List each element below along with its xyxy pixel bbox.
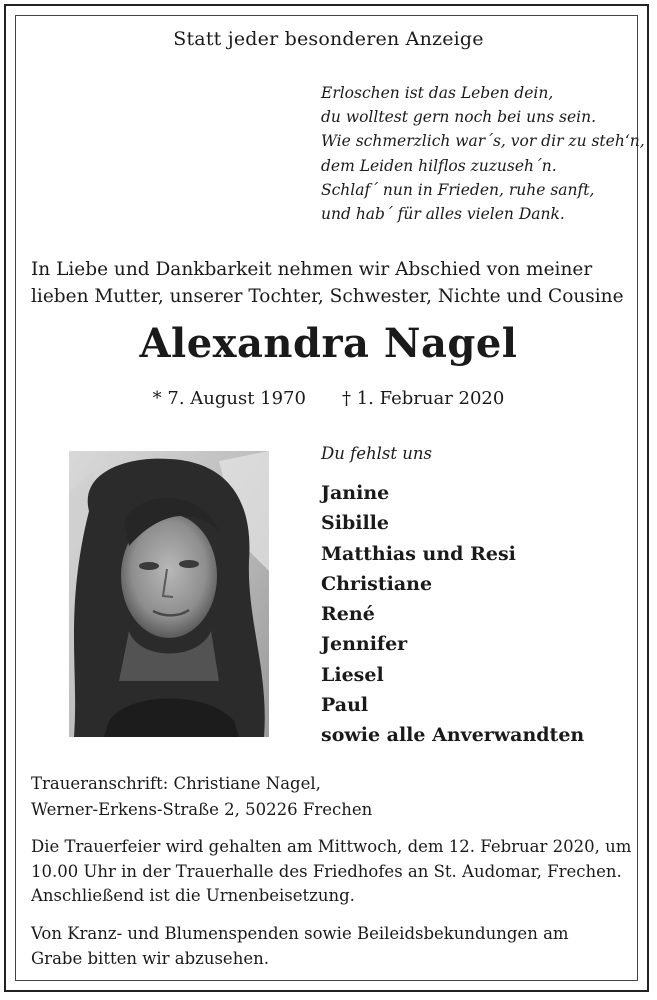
poem-line: dem Leiden hilflos zuzuseh´n. [321,156,557,175]
mourner-name: René [321,603,375,626]
address-line: Traueranschrift: Christiane Nagel, [31,774,321,793]
mourner-name: Christiane [321,572,433,595]
mourners-list [321,478,584,751]
poem-line: Wie schmerzlich war´s, vor dir zu steh‘n, [321,132,645,151]
address-line: Werner-Erkens-Straße 2, 50226 Frechen [31,800,373,819]
donation-note [31,922,569,971]
funeral-line: Anschließend ist die Urnenbeisetzung. [31,886,355,905]
mourning-address [31,771,372,823]
donation-line: Grabe bitten wir abzusehen. [31,948,269,968]
poem-line: du wolltest gern noch bei uns sein. [321,108,596,127]
poem-line: Erloschen ist das Leben dein, [321,84,554,102]
mourners-intro: Du fehlst uns [321,444,432,463]
intro-text [31,256,624,310]
header-title: Statt jeder besonderen Anzeige [173,28,484,50]
mourner-name: Sibille [321,512,389,535]
mourner-name: Paul [321,694,369,717]
funeral-line: Die Trauerfeier wird gehalten am Mittwoch, dem 12. Februar 2020, um [31,837,632,856]
funeral-info [31,835,631,909]
death-date: † 1. Februar 2020 [341,388,505,409]
intro-line: In Liebe und Dankbarkeit nehmen wir Abschied von meiner [31,259,593,280]
poem [321,81,645,226]
life-dates [0,388,657,409]
mourner-name: sowie alle Anverwandten [321,724,585,747]
mourner-name: Matthias und Resi [321,542,516,565]
intro-line: lieben Mutter, unserer Tochter, Schwester, Nichte und Cousine [31,286,624,307]
mourner-name: Jennifer [321,633,408,656]
funeral-line: 10.00 Uhr in der Trauerhalle des Friedhofes an St. Audomar, Frechen. [31,861,622,881]
mourner-name: Liesel [321,663,384,686]
poem-line: und hab´ für alles vielen Dank. [321,205,565,224]
mourner-name: Janine [321,482,390,504]
poem-line: Schlaf´ nun in Frieden, ruhe sanft, [321,180,595,199]
donation-line: Von Kranz- und Blumenspenden sowie Beileidsbekundungen am [31,924,569,943]
deceased-name: Alexandra Nagel [139,320,518,367]
portrait-photo [69,451,269,737]
birth-date: * 7. August 1970 [152,388,306,409]
